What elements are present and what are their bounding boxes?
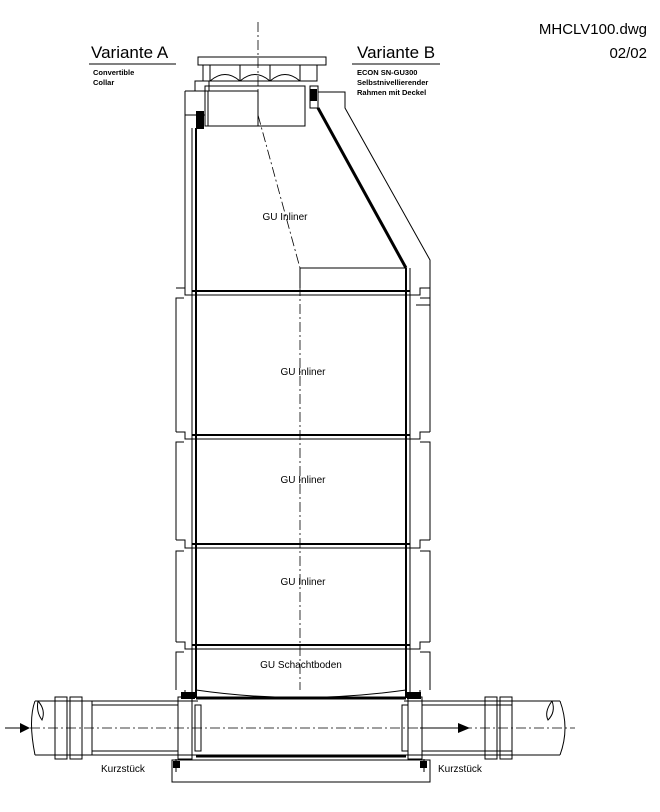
flow-arrow-left: [5, 723, 30, 733]
section-label-5: GU Schachtboden: [260, 660, 342, 671]
right-wall: [406, 268, 430, 698]
convertible-collar: [185, 57, 326, 128]
left-wall: [176, 115, 196, 698]
left-pipe: [32, 697, 202, 772]
variant-b-desc-2: Selbstnivellierender: [357, 78, 429, 87]
center-axis-diagonal: [258, 115, 300, 268]
ring-joints: [176, 288, 430, 660]
econ-frame: [310, 86, 430, 305]
shaft-base: [172, 690, 430, 782]
variant-b-desc-1: ECON SN-GU300: [357, 68, 418, 77]
variant-a-title: Variante A: [91, 43, 169, 62]
section-label-1: GU Inliner: [262, 212, 308, 223]
flow-arrow-right: [420, 723, 470, 733]
variant-b-desc-3: Rahmen mit Deckel: [357, 88, 427, 97]
pipe-label-left: Kurzstück: [101, 764, 145, 775]
section-label-3: GU Inliner: [280, 475, 326, 486]
right-pipe: [402, 697, 565, 772]
section-label-2: GU Inliner: [280, 367, 326, 378]
variant-a-desc-1: Convertible: [93, 68, 135, 77]
section-label-4: GU Inliner: [280, 577, 326, 588]
variant-a-desc-2: Collar: [93, 78, 115, 87]
sheet-number: 02/02: [609, 45, 647, 62]
variant-b-title: Variante B: [357, 43, 436, 62]
pipe-label-right: Kurzstück: [438, 764, 482, 775]
file-name: MHCLV100.dwg: [538, 21, 647, 38]
cone: [300, 108, 406, 288]
